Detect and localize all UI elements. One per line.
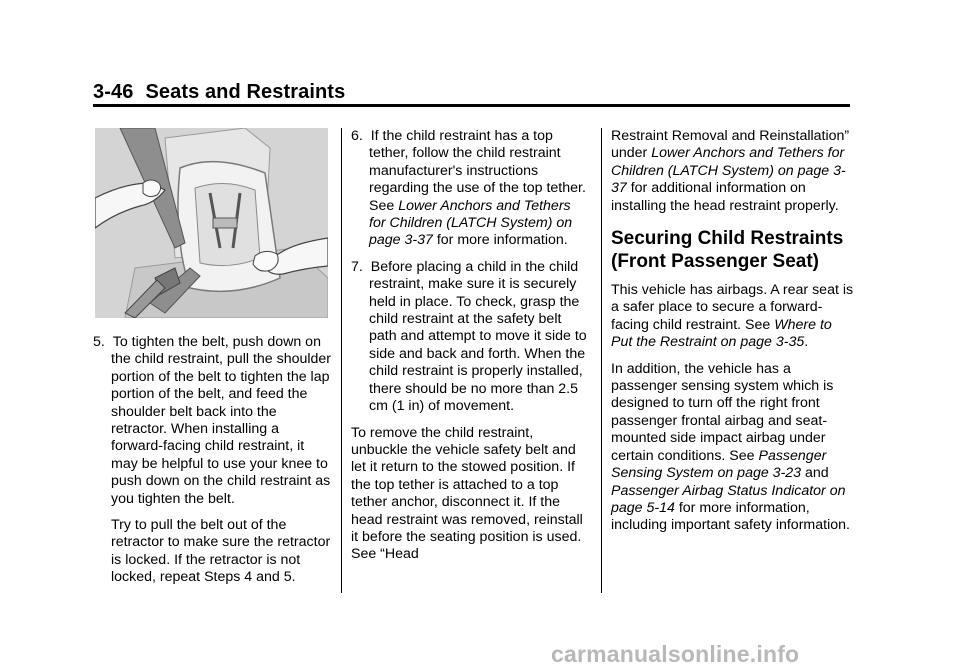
- sensing-paragraph: [611, 361, 856, 535]
- airbag-paragraph: [611, 282, 856, 352]
- airbag-text-end: .: [804, 334, 809, 351]
- step-5-text: To tighten the belt, push down on the child restraint, pull the shoulder portion of the belt to tighten the lap portion of the belt, and feed the shoulder belt back into the retractor. When installing a forward-facing child restraint, it may be helpful to use your knee to push down on the child restraint as you tighten the belt.: [111, 334, 332, 507]
- column-3: [611, 128, 856, 544]
- header-rule: [93, 104, 850, 107]
- step-5: [93, 334, 333, 508]
- continued-text: Restraint Removal and Reinstallation” under: [611, 128, 850, 162]
- sensing-system-link[interactable]: Passenger Sensing System on page 3-23: [611, 447, 827, 482]
- step-7-text: Before placing a child in the child restraint, make sure it is securely held in place. To check, grasp the child restraint at the safety belt path and attempt to move it side to side and back and forth. When the child restraint is properly installed, there should be no more than 2.5 cm (1 in) of movement.: [369, 258, 587, 415]
- latch-link-2[interactable]: Lower Anchors and Tethers for Children (LATCH System) on page 3-37: [611, 145, 846, 197]
- step-6-number: 6.: [351, 128, 363, 144]
- latch-link[interactable]: Lower Anchors and Tethers for Children (LATCH System) on page 3-37: [369, 197, 573, 249]
- continued-paragraph: [611, 128, 856, 215]
- step-7-number: 7.: [351, 258, 363, 275]
- airbag-status-link[interactable]: Passenger Airbag Status Indicator on page 5-14: [611, 482, 846, 516]
- section-title: Seats and Restraints: [145, 81, 346, 103]
- step-6-text-end: for more information.: [432, 232, 568, 249]
- step-6: [351, 128, 591, 250]
- step-5-number: 5.: [93, 334, 105, 350]
- sensing-text-end: for more information, including important safety information.: [611, 499, 850, 534]
- column-divider-1: [341, 128, 342, 593]
- page-header: [93, 80, 853, 104]
- header-title: [93, 80, 853, 104]
- child-seat-illustration: [95, 128, 328, 318]
- removal-paragraph: To remove the child restraint, unbuckle the vehicle safety belt and let it return to the stowed position. If the top tether is attached to a top tether anchor, disconnect it. If the head restraint was removed, reinstall it before the seating position is used. See “Head: [351, 424, 583, 563]
- sensing-text-mid: and: [801, 465, 829, 482]
- airbag-text: This vehicle has airbags. A rear seat is a safer place to secure a forward-facing child restraint. See: [611, 282, 854, 333]
- restraint-location-link[interactable]: Where to Put the Restraint on page 3-35: [611, 316, 832, 351]
- watermark: carmanualsonline.info: [551, 641, 800, 667]
- column-2: [351, 128, 591, 573]
- section-heading: Securing Child Restraints (Front Passenger Seat): [611, 228, 844, 273]
- continued-text-end: for additional information on installing the head restraint properly.: [611, 180, 839, 214]
- step-6-text: If the child restraint has a top tether, follow the child restraint manufacturer's instructions regarding the use of the top tether. See: [369, 128, 586, 214]
- column-divider-2: [601, 128, 602, 593]
- page-number: 3-46: [93, 81, 134, 103]
- column-1: [93, 128, 333, 596]
- step-7: [351, 259, 591, 416]
- step-5-followup: Try to pull the belt out of the retractor to make sure the retractor is locked. If the retractor is not locked, repeat Steps 4 and 5.: [111, 517, 331, 586]
- sensing-text: In addition, the vehicle has a passenger sensing system which is designed to turn off the right front passenger frontal airbag and seat-mounted side impact airbag under certain conditions. See: [611, 360, 834, 464]
